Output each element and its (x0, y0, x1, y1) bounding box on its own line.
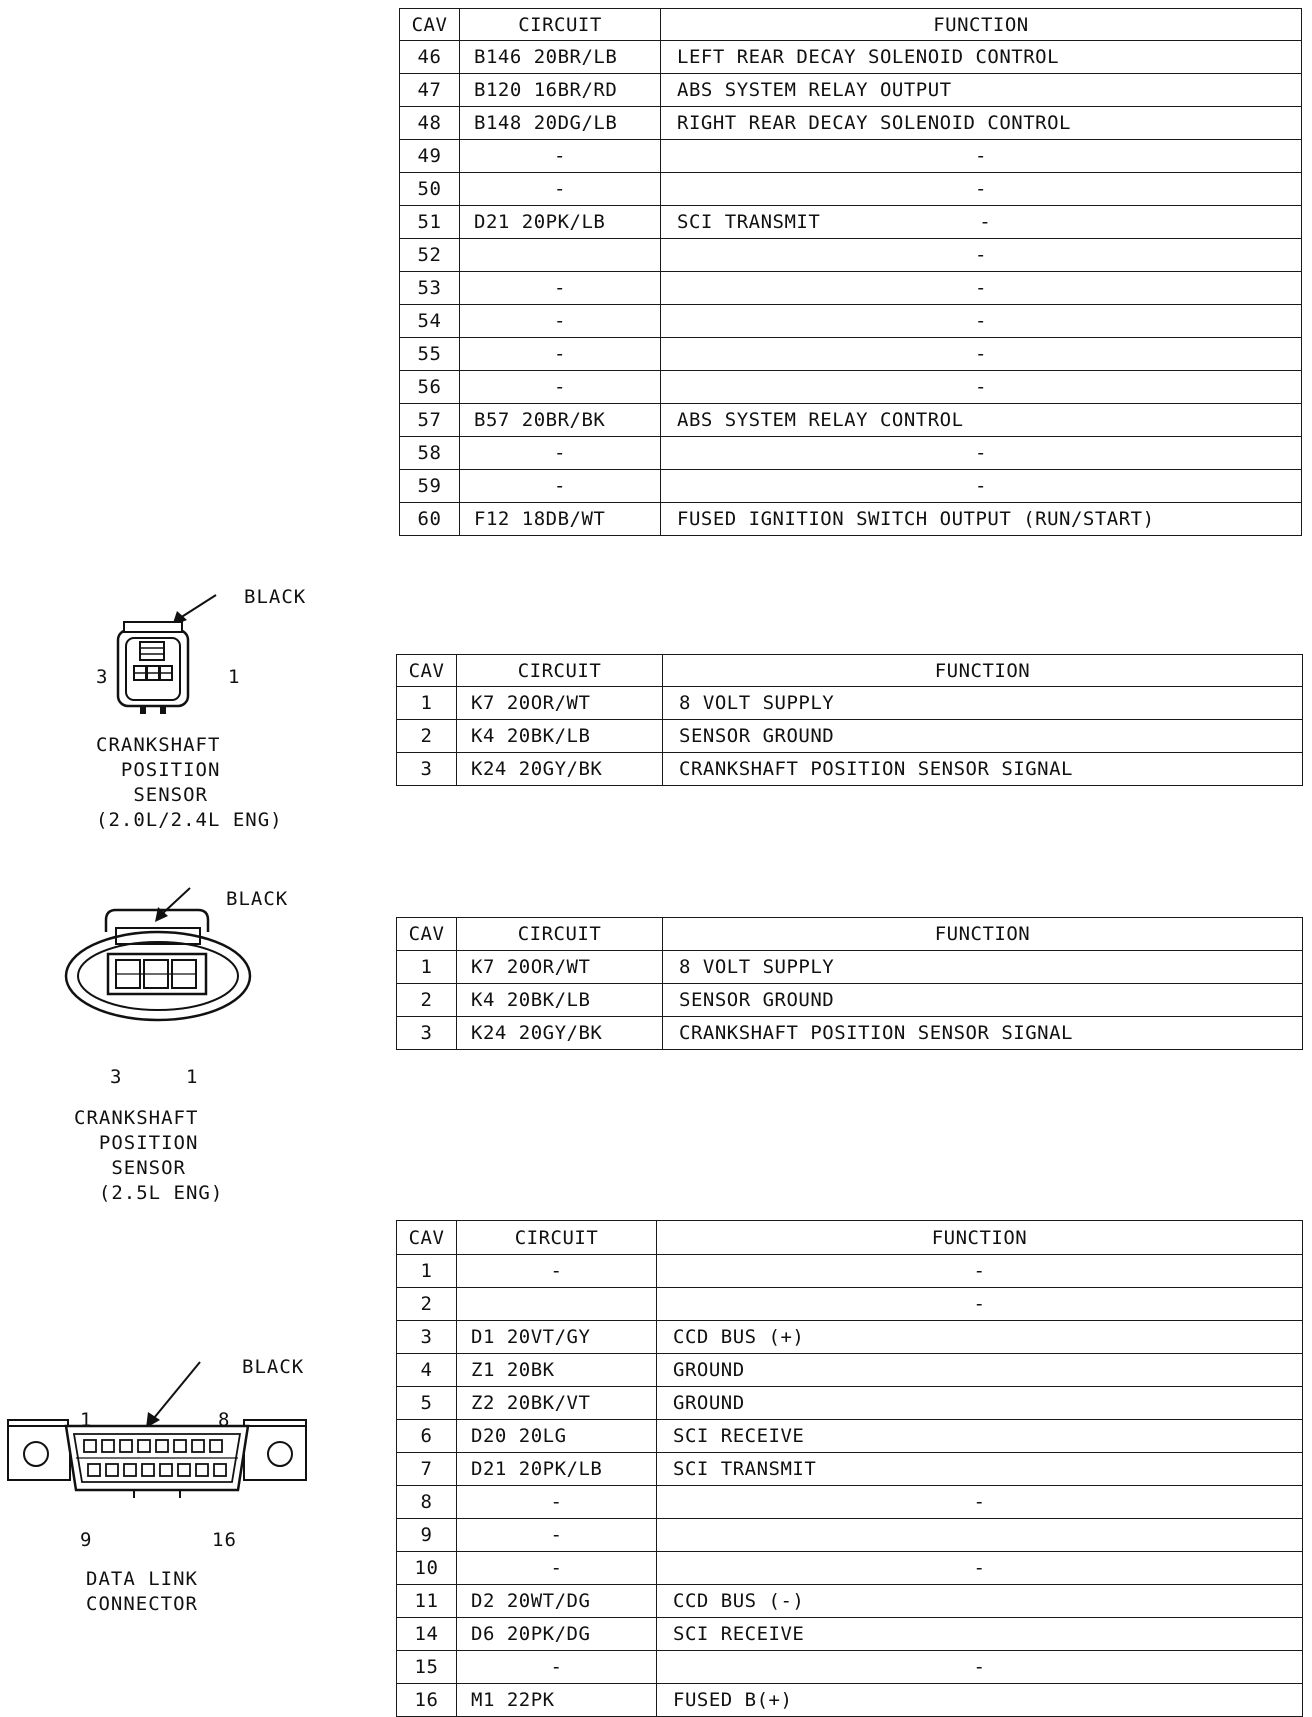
table-row (397, 1321, 1303, 1354)
function-cell: RIGHT REAR DECAY SOLENOID CONTROL (661, 107, 1302, 140)
header-cav: CAV (397, 918, 457, 951)
header-function: FUNCTION (663, 655, 1303, 687)
cav-cell: 53 (400, 272, 460, 305)
function-cell: - (661, 305, 1302, 338)
cav-cell: 59 (400, 470, 460, 503)
header-circuit: CIRCUIT (460, 9, 661, 41)
table-row (397, 1618, 1303, 1651)
crank-2-5l-color-label: BLACK (226, 888, 289, 910)
function-cell: - (661, 239, 1302, 272)
table-row (400, 140, 1302, 173)
circuit-cell: Z1 20BK (457, 1354, 657, 1387)
table-row (400, 404, 1302, 437)
function-cell: SENSOR GROUND (663, 984, 1303, 1017)
table-row (397, 1684, 1303, 1717)
circuit-cell: - (457, 1519, 657, 1552)
circuit-cell (457, 1288, 657, 1321)
circuit-cell: D2 20WT/DG (457, 1585, 657, 1618)
circuit-cell: B120 16BR/RD (460, 74, 661, 107)
table-row (397, 1255, 1303, 1288)
table-row (400, 503, 1302, 536)
header-cav: CAV (397, 655, 457, 687)
table-row (400, 206, 1302, 239)
crank-2-0l-color-label: BLACK (244, 586, 307, 608)
circuit-cell: B146 20BR/LB (460, 41, 661, 74)
cav-cell: 1 (397, 687, 457, 720)
circuit-cell: D20 20LG (457, 1420, 657, 1453)
cav-cell: 1 (397, 1255, 457, 1288)
table-row (397, 1288, 1303, 1321)
cav-cell: 51 (400, 206, 460, 239)
cav-cell: 52 (400, 239, 460, 272)
circuit-cell: B148 20DG/LB (460, 107, 661, 140)
table-row (397, 1486, 1303, 1519)
dlc-pin-top-left: 1 (80, 1409, 93, 1431)
cav-cell: 46 (400, 41, 460, 74)
function-cell: GROUND (657, 1387, 1303, 1420)
function-cell: - (657, 1486, 1303, 1519)
circuit-cell: - (460, 338, 661, 371)
circuit-cell: D6 20PK/DG (457, 1618, 657, 1651)
table-row (400, 338, 1302, 371)
header-circuit: CIRCUIT (457, 918, 663, 951)
function-cell: SCI RECEIVE (657, 1420, 1303, 1453)
dlc-pin-top-right: 8 (218, 1409, 231, 1431)
pinout-table-crankshaft-2-5l (396, 917, 1303, 1050)
crank-2-5l-pin-left: 3 (110, 1066, 123, 1088)
cav-cell: 9 (397, 1519, 457, 1552)
cav-cell: 10 (397, 1552, 457, 1585)
cav-cell: 1 (397, 951, 457, 984)
cav-cell: 15 (397, 1651, 457, 1684)
cav-cell: 54 (400, 305, 460, 338)
circuit-cell: - (457, 1552, 657, 1585)
cav-cell: 16 (397, 1684, 457, 1717)
function-cell: ABS SYSTEM RELAY OUTPUT (661, 74, 1302, 107)
table-row (400, 107, 1302, 140)
function-cell: LEFT REAR DECAY SOLENOID CONTROL (661, 41, 1302, 74)
cav-cell: 7 (397, 1453, 457, 1486)
circuit-cell: F12 18DB/WT (460, 503, 661, 536)
table-row (400, 371, 1302, 404)
crank-2-5l-pin-right: 1 (186, 1066, 199, 1088)
function-cell: ABS SYSTEM RELAY CONTROL (661, 404, 1302, 437)
function-cell: - (657, 1651, 1303, 1684)
dlc-color-label: BLACK (242, 1356, 305, 1378)
cav-cell: 2 (397, 984, 457, 1017)
header-function: FUNCTION (661, 9, 1302, 41)
cav-cell: 6 (397, 1420, 457, 1453)
function-cell (661, 206, 1302, 239)
crank-2-5l-caption: CRANKSHAFT POSITION SENSOR (2.5L ENG) (74, 1107, 224, 1204)
table-row (400, 437, 1302, 470)
function-cell: GROUND (657, 1354, 1303, 1387)
cav-cell: 4 (397, 1354, 457, 1387)
circuit-cell: K4 20BK/LB (457, 984, 663, 1017)
table-row (400, 239, 1302, 272)
table-row (397, 1519, 1303, 1552)
table-row (397, 951, 1303, 984)
function-cell: SCI RECEIVE (657, 1618, 1303, 1651)
cav-cell: 11 (397, 1585, 457, 1618)
circuit-cell: - (460, 470, 661, 503)
circuit-cell: - (460, 140, 661, 173)
cav-cell: 50 (400, 173, 460, 206)
table-row (397, 1651, 1303, 1684)
cav-cell: 55 (400, 338, 460, 371)
function-trailing-dash: - (979, 211, 992, 233)
function-cell: - (657, 1255, 1303, 1288)
cav-cell: 8 (397, 1486, 457, 1519)
function-cell: 8 VOLT SUPPLY (663, 951, 1303, 984)
table-row (397, 1552, 1303, 1585)
function-cell: CRANKSHAFT POSITION SENSOR SIGNAL (663, 1017, 1303, 1050)
header-circuit: CIRCUIT (457, 1221, 657, 1255)
circuit-cell: K24 20GY/BK (457, 1017, 663, 1050)
circuit-cell: - (457, 1486, 657, 1519)
circuit-cell: K7 20OR/WT (457, 687, 663, 720)
function-cell: - (661, 338, 1302, 371)
circuit-cell: - (460, 371, 661, 404)
cav-cell: 58 (400, 437, 460, 470)
cav-cell: 48 (400, 107, 460, 140)
function-cell: - (661, 140, 1302, 173)
cav-cell: 14 (397, 1618, 457, 1651)
pinout-table-data-link-connector (396, 1220, 1303, 1717)
table-row (400, 470, 1302, 503)
table-row (400, 41, 1302, 74)
cav-cell: 56 (400, 371, 460, 404)
header-function: FUNCTION (663, 918, 1303, 951)
function-cell: CRANKSHAFT POSITION SENSOR SIGNAL (663, 753, 1303, 786)
function-cell: 8 VOLT SUPPLY (663, 687, 1303, 720)
cav-cell: 47 (400, 74, 460, 107)
table-row (397, 1585, 1303, 1618)
circuit-cell: - (460, 173, 661, 206)
circuit-cell: - (457, 1255, 657, 1288)
function-cell: SCI TRANSMIT (657, 1453, 1303, 1486)
cav-cell: 57 (400, 404, 460, 437)
header-cav: CAV (397, 1221, 457, 1255)
function-text: SCI TRANSMIT (677, 211, 821, 233)
function-cell: - (661, 437, 1302, 470)
circuit-cell: Z2 20BK/VT (457, 1387, 657, 1420)
pinout-table-crankshaft-2-0l (396, 654, 1303, 786)
cav-cell: 3 (397, 753, 457, 786)
cav-cell: 5 (397, 1387, 457, 1420)
crank-2-0l-pin-left: 3 (96, 666, 109, 688)
crank-2-0l-pin-right: 1 (228, 666, 241, 688)
function-cell: - (661, 272, 1302, 305)
cav-cell: 3 (397, 1321, 457, 1354)
function-cell (657, 1519, 1303, 1552)
function-cell: - (657, 1288, 1303, 1321)
circuit-cell: K7 20OR/WT (457, 951, 663, 984)
circuit-cell: - (457, 1651, 657, 1684)
dlc-pin-bottom-right: 16 (212, 1529, 237, 1551)
circuit-cell: - (460, 437, 661, 470)
circuit-cell: D1 20VT/GY (457, 1321, 657, 1354)
cav-cell: 3 (397, 1017, 457, 1050)
header-cav: CAV (400, 9, 460, 41)
circuit-cell: B57 20BR/BK (460, 404, 661, 437)
cav-cell: 2 (397, 720, 457, 753)
function-cell: - (657, 1552, 1303, 1585)
circuit-cell: K4 20BK/LB (457, 720, 663, 753)
header-circuit: CIRCUIT (457, 655, 663, 687)
circuit-cell: - (460, 305, 661, 338)
circuit-cell (460, 239, 661, 272)
function-cell: - (661, 470, 1302, 503)
header-function: FUNCTION (657, 1221, 1303, 1255)
table-row (397, 1017, 1303, 1050)
table-row (397, 687, 1303, 720)
function-cell: FUSED IGNITION SWITCH OUTPUT (RUN/START) (661, 503, 1302, 536)
function-cell: SENSOR GROUND (663, 720, 1303, 753)
circuit-cell: K24 20GY/BK (457, 753, 663, 786)
table-row (397, 753, 1303, 786)
circuit-cell: D21 20PK/LB (460, 206, 661, 239)
function-cell: - (661, 173, 1302, 206)
dlc-pin-bottom-left: 9 (80, 1529, 93, 1551)
function-cell: CCD BUS (+) (657, 1321, 1303, 1354)
function-cell: CCD BUS (-) (657, 1585, 1303, 1618)
cav-cell: 2 (397, 1288, 457, 1321)
table-row (400, 173, 1302, 206)
function-cell: FUSED B(+) (657, 1684, 1303, 1717)
circuit-cell: - (460, 272, 661, 305)
table-row (400, 74, 1302, 107)
cav-cell: 60 (400, 503, 460, 536)
dlc-caption: DATA LINK CONNECTOR (86, 1568, 198, 1615)
table-row (397, 1387, 1303, 1420)
table-row (397, 1420, 1303, 1453)
circuit-cell: M1 22PK (457, 1684, 657, 1717)
table-row (397, 1453, 1303, 1486)
circuit-cell: D21 20PK/LB (457, 1453, 657, 1486)
table-row (397, 720, 1303, 753)
table-row (397, 1354, 1303, 1387)
crank-2-0l-caption: CRANKSHAFT POSITION SENSOR (2.0L/2.4L ENG) (96, 734, 283, 831)
function-cell: - (661, 371, 1302, 404)
table-row (400, 272, 1302, 305)
pinout-table-cav-46-60 (399, 8, 1302, 536)
cav-cell: 49 (400, 140, 460, 173)
table-row (400, 305, 1302, 338)
table-row (397, 984, 1303, 1017)
